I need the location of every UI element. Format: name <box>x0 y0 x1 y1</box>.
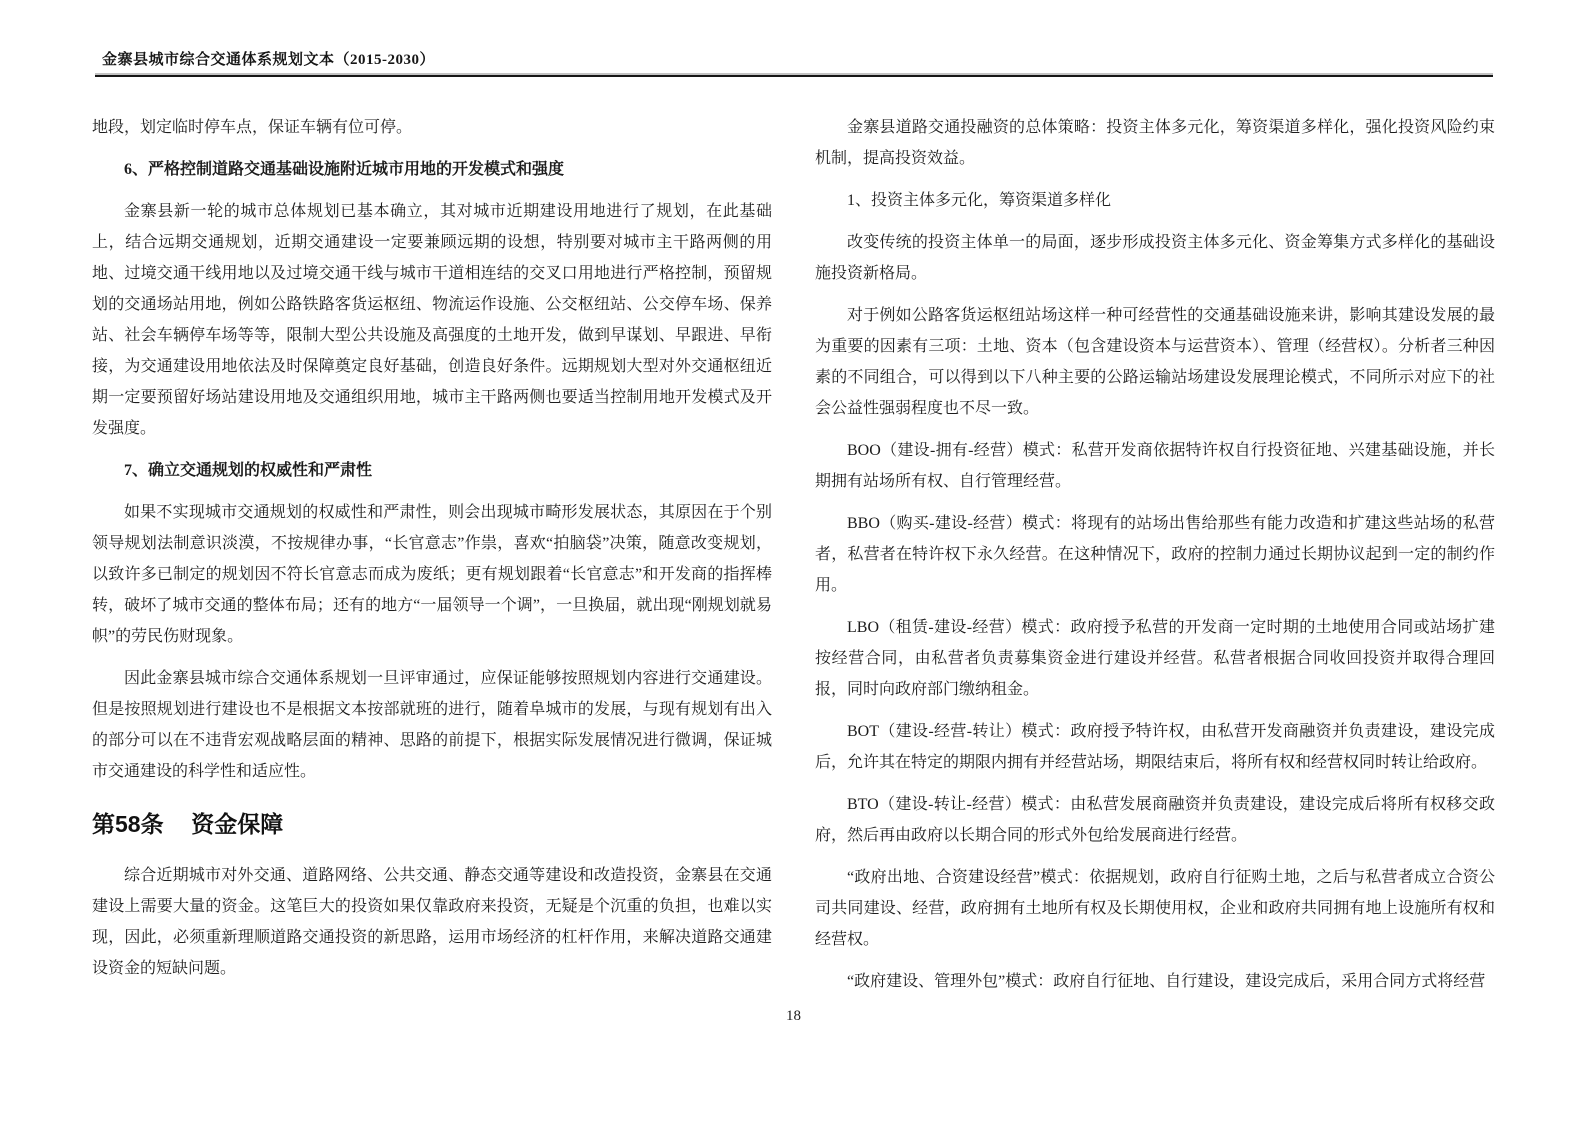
paragraph: 如果不实现城市交通规划的权威性和严肃性，则会出现城市畸形发展状态，其原因在于个别领导规划法制意识淡漠，不按规律办事，“长官意志”作祟，喜欢“拍脑袋”决策，随意改变规划，以致许多已制定的规划因不符长官意志而成为废纸；更有规划跟着“长官意志”和开发商的指挥棒转，破坏了城市交通的整体布局；还有的地方“一届领导一个调”，一旦换届，就出现“刚规划就易帜”的劳民伤财现象。 <box>92 504 772 645</box>
right-column <box>815 112 1495 1008</box>
article-58-heading <box>92 808 772 841</box>
paragraph: 因此金寨县城市综合交通体系规划一旦评审通过，应保证能够按照规划内容进行交通建设。但是按照规划进行建设也不是根据文本按部就班的进行，随着阜城市的发展，与现有规划有出入的部分可以在不违背宏观战略层面的精神、思路的前提下，根据实际发展情况进行微调，保证城市交通建设的科学性和适应性。 <box>92 670 772 780</box>
paragraph-bot: BOT（建设-经营-转让）模式：政府授予特许权，由私营开发商融资并负责建设，建设完成后，允许其在特定的期限内拥有并经营站场，期限结束后，将所有权和经营权同时转让给政府。 <box>815 723 1495 771</box>
subheading-6: 6、严格控制道路交通基础设施附近城市用地的开发模式和强度 <box>124 161 565 178</box>
article-number: 第58条 <box>92 811 164 837</box>
paragraph: “政府出地、合资建设经营”模式：依据规划，政府自行征购土地，之后与私营者成立合资公司共同建设、经营，政府拥有土地所有权及长期使用权，企业和政府共同拥有地上设施所有权和经营权。 <box>815 869 1495 948</box>
paragraph: 地段，划定临时停车点，保证车辆有位可停。 <box>92 119 413 136</box>
paragraph-boo: BOO（建设-拥有-经营）模式：私营开发商依据特许权自行投资征地、兴建基础设施，并长期拥有站场所有权、自行管理经营。 <box>815 442 1495 490</box>
paragraph: 综合近期城市对外交通、道路网络、公共交通、静态交通等建设和改造投资，金寨县在交通建设上需要大量的资金。这笔巨大的投资如果仅靠政府来投资，无疑是个沉重的负担，也难以实现，因此，必须重新理顺道路交通投资的新思路，运用市场经济的杠杆作用，来解决道路交通建设资金的短缺问题。 <box>92 867 772 977</box>
article-title: 资金保障 <box>191 811 284 837</box>
paragraph: 金寨县新一轮的城市总体规划已基本确立，其对城市近期建设用地进行了规划，在此基础上，结合远期交通规划，近期交通建设一定要兼顾远期的设想，特别要对城市主干路两侧的用地、过境交通干线用地以及过境交通干线与城市干道相连结的交叉口用地进行严格控制，预留规划的交通场站用地，例如公路铁路客货运枢纽、物流运作设施、公交枢纽站、公交停车场、保养站、社会车辆停车场等等，限制大型公共设施及高强度的土地开发，做到早谋划、早跟进、早衔接，为交通建设用地依法及时保障奠定良好基础，创造良好条件。远期规划大型对外交通枢纽近期一定要预留好场站建设用地及交通组织用地，城市主干路两侧也要适当控制用地开发模式及开发强度。 <box>92 203 772 437</box>
paragraph-bbo: BBO（购买-建设-经营）模式：将现有的站场出售给那些有能力改造和扩建这些站场的私营者，私营者在特许权下永久经营。在这种情况下，政府的控制力通过长期协议起到一定的制约作用。 <box>815 515 1495 594</box>
paragraph: “政府建设、管理外包”模式：政府自行征地、自行建设，建设完成后，采用合同方式将经营 <box>847 973 1486 990</box>
paragraph: 改变传统的投资主体单一的局面，逐步形成投资主体多元化、资金筹集方式多样化的基础设施投资新格局。 <box>815 234 1495 282</box>
document-header-title: 金寨县城市综合交通体系规划文本（2015-2030） <box>102 52 435 68</box>
left-column <box>92 112 772 1008</box>
paragraph: 对于例如公路客货运枢纽站场这样一种可经营性的交通基础设施来讲，影响其建设发展的最为重要的因素有三项：土地、资本（包含建设资本与运营资本）、管理（经营权）。分析者三种因素的不同组合，可以得到以下八种主要的公路运输站场建设发展理论模式，不同所示对应下的社会公益性强弱程度也不尽一致。 <box>815 307 1495 417</box>
paragraph-bto: BTO（建设-转让-经营）模式：由私营发展商融资并负责建设，建设完成后将所有权移交政府，然后再由政府以长期合同的形式外包给发展商进行经营。 <box>815 796 1495 844</box>
page-header <box>95 48 1493 77</box>
paragraph: 金寨县道路交通投融资的总体策略：投资主体多元化，筹资渠道多样化，强化投资风险约束机制，提高投资效益。 <box>815 119 1495 167</box>
page-number: 18 <box>786 1008 801 1024</box>
header-rule <box>95 75 1493 77</box>
text-columns <box>92 112 1495 1008</box>
subheading-7: 7、确立交通规划的权威性和严肃性 <box>124 462 373 479</box>
list-heading-1: 1、投资主体多元化，筹资渠道多样化 <box>847 192 1112 209</box>
paragraph-lbo: LBO（租赁-建设-经营）模式：政府授予私营的开发商一定时期的土地使用合同或站场扩建按经营合同，由私营者负责募集资金进行建设并经营。私营者根据合同收回投资并取得合理回报，同时向政府部门缴纳租金。 <box>815 619 1495 698</box>
